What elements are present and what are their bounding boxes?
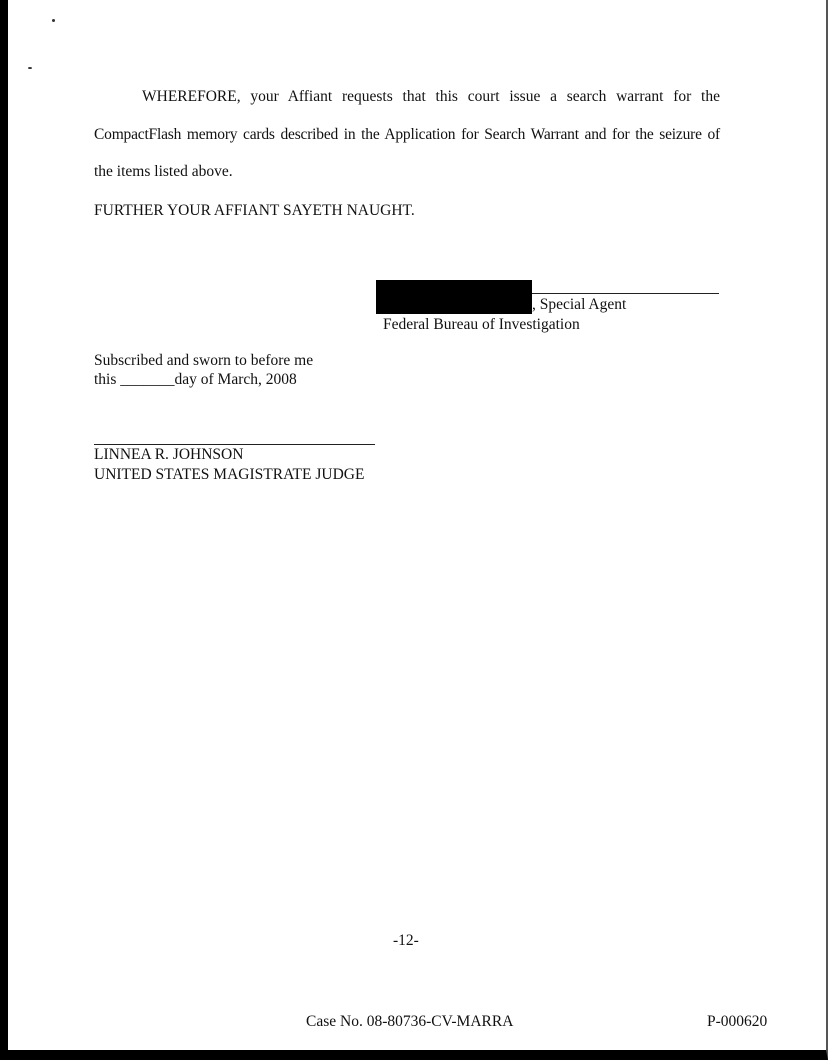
wherefore-paragraph-line-2: CompactFlash memory cards described in the Application for Search Warrant and for the seizure of (94, 126, 720, 143)
page-number: -12- (393, 932, 419, 949)
agent-title: , Special Agent (532, 296, 627, 313)
wherefore-paragraph-line-3: the items listed above. (94, 163, 233, 180)
judge-signature-line (94, 444, 375, 445)
redacted-agent-name (376, 280, 532, 314)
agent-signature-line (532, 293, 719, 294)
judge-title: UNITED STATES MAGISTRATE JUDGE (94, 466, 365, 483)
scan-speck (52, 19, 55, 22)
agent-agency: Federal Bureau of Investigation (383, 316, 580, 333)
jurat-line-2: this _______day of March, 2008 (94, 371, 297, 388)
case-number: Case No. 08-80736-CV-MARRA (306, 1013, 514, 1030)
further-affiant-statement: FURTHER YOUR AFFIANT SAYETH NAUGHT. (94, 202, 415, 219)
wherefore-paragraph-line-1: WHEREFORE, your Affiant requests that this court issue a search warrant for the (142, 88, 720, 105)
scan-speck (28, 67, 32, 69)
bates-number: P-000620 (707, 1013, 768, 1030)
judge-name: LINNEA R. JOHNSON (94, 446, 244, 463)
jurat-line-1: Subscribed and sworn to before me (94, 352, 314, 369)
